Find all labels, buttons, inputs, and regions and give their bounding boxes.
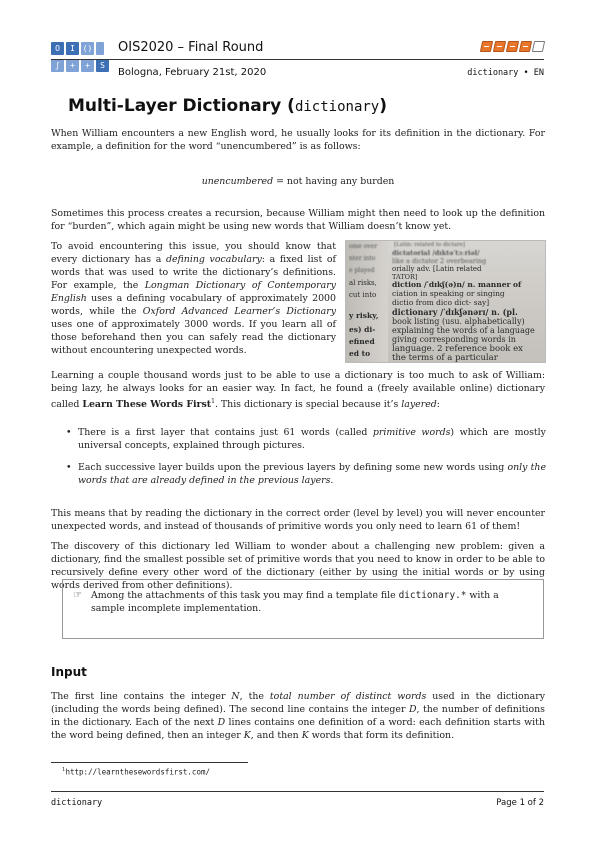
text: , the (239, 691, 270, 702)
text: , and then (250, 730, 302, 741)
footer-task-name: dictionary (51, 798, 103, 808)
contest-date: Bologna, February 21st, 2020 (118, 67, 267, 78)
photo-text-line: dictionary /ˈdɪkʃənərɪ/ n. (pl. (392, 307, 518, 317)
intro-paragraph: When William encounters a new English word, he usually looks for its definition in the dictionary. For example, a definition for the word “unencumbered” is as follows: (51, 128, 545, 152)
text: , the number of definitions in the dictionary. Each of the next (51, 704, 545, 728)
difficulty-cell-filled (506, 41, 519, 52)
photo-text-line: [Latin: related to dictare] (394, 242, 465, 248)
title-text: Multi-Layer Dictionary ( (68, 96, 295, 116)
photo-left-text: efined (349, 337, 375, 346)
emphasis: layered (401, 399, 437, 411)
photo-text-line: giving corresponding words in (392, 335, 516, 344)
input-heading: Input (51, 665, 87, 679)
text: : a fixed list of words that was used to write the dictionary’s definitions. For example, the (51, 254, 337, 291)
input-paragraph (51, 690, 545, 742)
text: The first line contains the integer (51, 691, 232, 702)
contest-title: OIS2020 – Final Round (118, 40, 264, 55)
text: : (436, 399, 440, 411)
photo-text-line: orially adv. [Latin related (392, 265, 482, 273)
photo-text-line: book listing (usu. alphabetically) (392, 317, 525, 326)
note-text (91, 589, 531, 615)
header-rule (51, 59, 544, 60)
text: To avoid encountering this issue, you should know that every dictionary has a (51, 241, 336, 265)
title-task-name: dictionary (294, 99, 380, 115)
olympiad-logo (51, 42, 111, 74)
layered-paragraph (51, 369, 545, 411)
task-tag: dictionary • EN (467, 68, 544, 78)
photo-text-line: the terms of a particular (392, 353, 498, 363)
logo-cell: S (96, 59, 109, 72)
photo-left-text: ed to (349, 349, 371, 358)
defined-word: unencumbered (201, 176, 274, 187)
dictionary-photo (345, 240, 546, 363)
footnote-mark: 1 (211, 398, 215, 405)
task-title (68, 96, 387, 116)
photo-left-text: cut into (349, 291, 377, 299)
text: . This dictionary is special because it’s (214, 399, 402, 411)
photo-left-text: es) di- (349, 325, 376, 334)
photo-left-text: ome over (349, 243, 378, 250)
text: There is a first layer that contains just 61 words (called (78, 427, 373, 438)
math-var: N (231, 691, 240, 702)
difficulty-cell-filled (493, 41, 506, 52)
photo-text-line: dictatorial /dɪktəˈtɔːriəl/ (392, 249, 480, 257)
footnote-link[interactable]: http://learnthesewordsfirst.com/ (65, 767, 210, 777)
photo-text-line: TATOR] (392, 273, 418, 281)
difficulty-cell-empty (532, 41, 545, 52)
text: Learning a couple thousand words just to be able to use a dictionary is too much to ask of William: being lazy, he always looks for an easier way. In fact, he found a (freely available online) dictionary called (51, 370, 545, 411)
footnote (62, 767, 210, 777)
definition-text: = not having any burden (273, 176, 395, 187)
text: Among the attachments of this task you may find a template file (91, 590, 399, 601)
list-item (66, 461, 546, 487)
emphasis: Oxford Advanced Learner’s Dictionary (142, 306, 336, 317)
logo-cell (96, 42, 104, 55)
emphasis: primitive words (372, 427, 451, 438)
text: . (330, 475, 334, 486)
footnote-rule (51, 762, 248, 763)
photo-text-line: dictio from dico dict- say] (392, 298, 490, 307)
math-var: K (243, 730, 251, 741)
photo-left-text: al risks, (349, 279, 377, 287)
text: with a sample incomplete implementation. (91, 590, 499, 614)
layer-list (66, 426, 546, 496)
emphasis: defining vocabulary (166, 254, 262, 265)
math-var: D (217, 717, 226, 728)
recursion-paragraph: Sometimes this process creates a recursion, because William might then need to look up the definition for “burden”, which again might be using new words that William doesn’t know yet. (51, 208, 545, 232)
footnote-number: 1 (62, 767, 66, 773)
logo-cell: O (51, 42, 64, 55)
difficulty-cell-filled (519, 41, 532, 52)
photo-text-line: language. 2 reference book ex (392, 344, 523, 354)
text: Each successive layer builds upon the previous layers by defining some new words using (78, 462, 508, 473)
photo-left-text: nter into (349, 255, 376, 262)
photo-text-line: like a dictator 2 overbearing (392, 257, 487, 265)
emphasis: total number of distinct words (269, 691, 427, 702)
definition-example (51, 175, 545, 188)
difficulty-rating (481, 41, 544, 52)
page-number: Page 1 of 2 (496, 798, 544, 808)
logo-cell: I (66, 42, 79, 55)
pointing-hand-icon: ☞ (73, 590, 82, 601)
attachment-note (62, 579, 544, 639)
text: uses a defining vocabulary of approximately 2000 words, while the (51, 293, 336, 317)
means-paragraph: This means that by reading the dictionary in the correct order (level by level) you will never encounter unexpected words, and instead of thousands of primitive words you only need to learn 61 of them! (51, 508, 545, 532)
photo-left-text: y risky, (349, 311, 379, 320)
text: uses one of approximately 3000 words. If you learn all of those beforehand then you can safely read the dictionary without encountering unexpected words. (51, 319, 336, 356)
footer-rule (51, 791, 544, 792)
discovery-paragraph: The discovery of this dictionary led William to wonder about a challenging new problem: given a dictionary, find the smallest possible set of primitive words that you need to know in order to be able to recursively define every other word of the dictionary (either by using the initial words or by using words derived from other definitions). (51, 541, 545, 591)
emphasis: Longman Dictionary of Contemporary English (51, 280, 336, 304)
emphasis: only the words that are already defined in the previous layers (78, 462, 546, 486)
title-close: ) (379, 96, 388, 116)
photo-left-text: e played (349, 267, 375, 274)
photo-text-line: explaining the words of a language (392, 326, 535, 335)
logo-cell: ʃ (51, 59, 64, 72)
photo-text-line: diction /ˈdɪkʃ(ə)n/ n. manner of (392, 280, 522, 289)
photo-text-line: ciation in speaking or singing (392, 289, 505, 298)
math-var: D (408, 704, 417, 715)
logo-cell: + (81, 59, 94, 72)
text: ) which are mostly universal concepts, explained through pictures. (78, 427, 546, 451)
dictionary-name: Learn These Words First (82, 399, 212, 411)
text: lines contains one definition of a word: each definition starts with the word being defined, then an integer (51, 717, 545, 741)
text: words that form its definition. (308, 730, 455, 741)
template-file-name: dictionary.* (398, 590, 467, 601)
logo-cell: + (66, 59, 79, 72)
text: used in the dictionary (including the words being defined). The second line contains the integer (51, 691, 545, 715)
defining-vocabulary-paragraph (51, 240, 336, 357)
difficulty-cell-filled (480, 41, 493, 52)
logo-cell: () (82, 44, 93, 53)
math-var: K (301, 730, 309, 741)
list-item (66, 426, 546, 452)
